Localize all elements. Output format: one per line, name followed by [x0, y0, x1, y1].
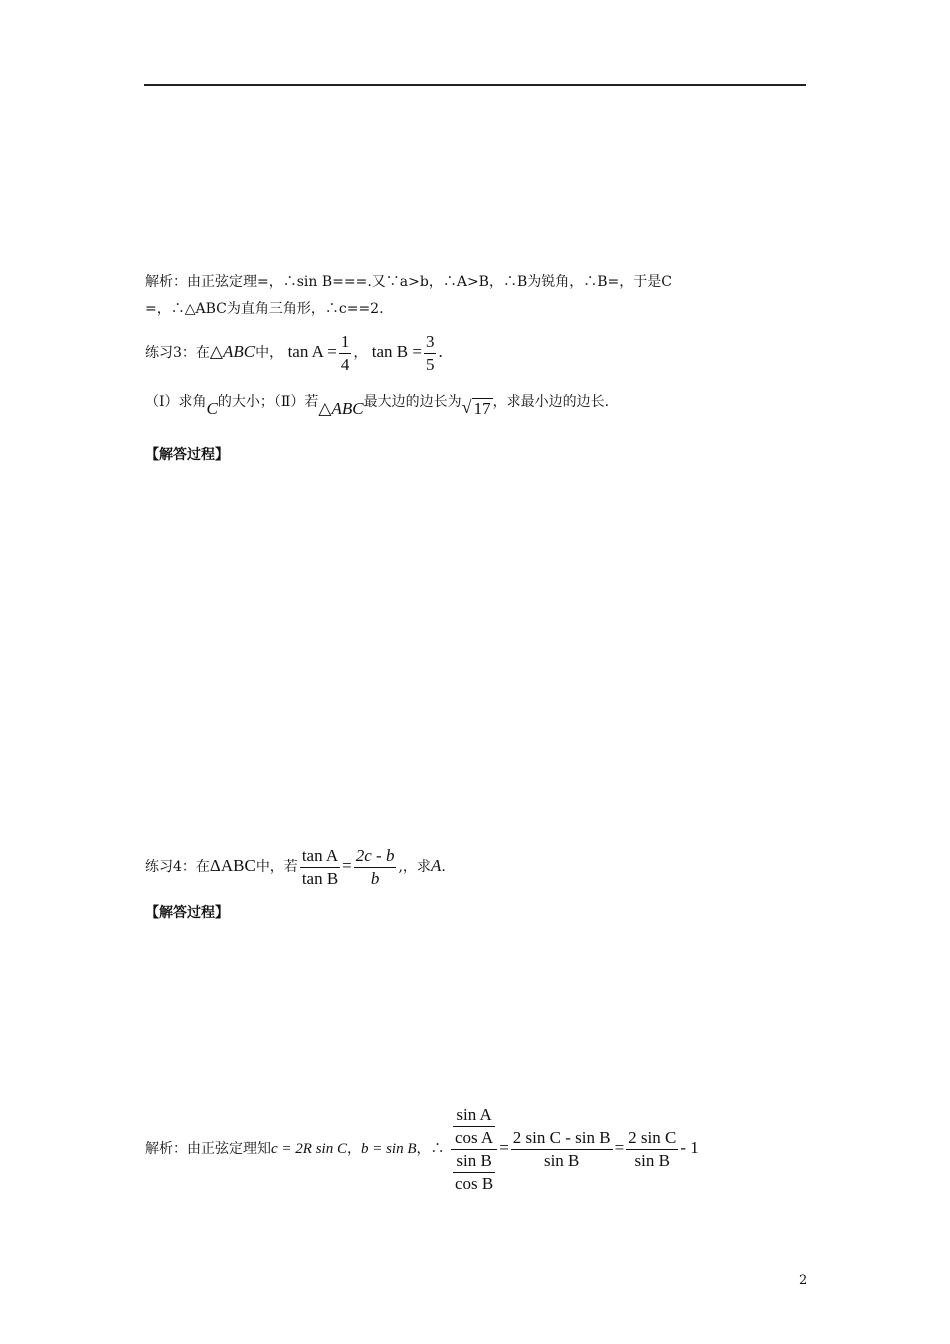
third-numerator: 2 sin C: [626, 1127, 678, 1150]
exercise3-triangle: △ABC: [209, 342, 256, 361]
exercise4-suffix: ,，求: [398, 859, 431, 875]
solve-label-2: 【解答过程】: [145, 905, 229, 921]
second-numerator: 2 sin C - sin B: [511, 1127, 613, 1150]
cosA: cos A: [454, 1127, 494, 1147]
second-denominator: sin B: [543, 1150, 580, 1170]
tan-ratio-numerator: tan A: [300, 845, 340, 868]
tanB-label: tan B =: [371, 342, 422, 361]
exercise3-prefix: 练习3：在: [145, 345, 210, 361]
exercise3-comma: ，: [353, 345, 368, 361]
compound-numerator: [451, 1104, 497, 1150]
exercise3-zhong: 中，: [255, 345, 284, 361]
q-part2: 的大小；（Ⅱ）若: [217, 394, 319, 410]
rhs-denominator: b: [370, 868, 380, 888]
exercise3-statement: [145, 330, 443, 376]
exercise4-triangle: ΔABC: [209, 856, 256, 875]
minus-one: - 1: [680, 1138, 699, 1157]
compound-denominator: [451, 1150, 497, 1195]
sqrt-expression: [462, 396, 493, 422]
sinA: sin A: [453, 1104, 495, 1127]
q-part3: 最大边的边长为: [363, 394, 462, 410]
sinA-cosA-fraction: [453, 1104, 495, 1149]
sqrt-symbol: √: [461, 397, 472, 417]
exercise3-questions: [145, 388, 610, 418]
exercise4-statement: [145, 842, 446, 891]
analysis2-prefix: 解析：由正弦定理知: [145, 1141, 271, 1157]
q-part4: ，求最小边的边长.: [492, 394, 610, 410]
q-triangle: △ABC: [318, 399, 364, 418]
analysis2-therefore: ，∴: [416, 1141, 445, 1157]
b-equation: b = sin B: [360, 1141, 417, 1157]
rhs-numerator: 2c - b: [354, 845, 397, 868]
analysis2-eq1: =: [499, 1138, 509, 1157]
sinB: sin B: [453, 1150, 495, 1173]
tan-ratio-fraction: [300, 845, 340, 890]
exercise4-eq: =: [342, 856, 352, 875]
tanB-denominator: 5: [425, 354, 435, 374]
c-equation: c = 2R sin C: [271, 1141, 347, 1157]
analysis1-line2: =，∴△ABC为直角三角形，∴c==2.: [145, 301, 384, 317]
header-rule: [144, 84, 806, 86]
exercise4-A: A: [430, 856, 442, 875]
analysis2-eq2: =: [614, 1138, 625, 1157]
second-fraction: [511, 1127, 613, 1172]
tanB-numerator: 3: [424, 331, 437, 354]
q-part1: （Ⅰ）求角: [145, 394, 207, 410]
sqrt-radicand: 17: [473, 399, 491, 418]
exercise4-ruo: 中，若: [255, 859, 298, 875]
compound-fraction: [451, 1104, 497, 1195]
exercise3-period: .: [438, 342, 443, 361]
rhs-fraction: [354, 845, 397, 890]
analysis1-line1: 解析：由正弦定理=，∴sin B===.又∵a>b，∴A>B，∴B为锐角，∴B=，于是C: [145, 274, 672, 290]
tan-ratio-denominator: tan B: [301, 868, 339, 888]
exercise4-prefix: 练习4：在: [145, 859, 210, 875]
tanA-label: tan A =: [287, 342, 337, 361]
third-denominator: sin B: [634, 1150, 670, 1170]
cosB: cos B: [454, 1173, 494, 1193]
solve-label-1: 【解答过程】: [145, 447, 229, 463]
exercise4-period: .: [441, 859, 446, 875]
tanA-denominator: 4: [340, 354, 350, 374]
page-number: 2: [799, 1273, 808, 1288]
analysis2-line: [145, 1100, 699, 1197]
analysis2-sep: ，: [346, 1141, 361, 1157]
tanA-fraction: [339, 331, 352, 376]
angle-c: C: [206, 399, 218, 418]
tanA-numerator: 1: [339, 331, 352, 354]
third-fraction: [626, 1127, 678, 1172]
tanB-fraction: [424, 331, 437, 376]
sinB-cosB-fraction: [453, 1150, 495, 1195]
